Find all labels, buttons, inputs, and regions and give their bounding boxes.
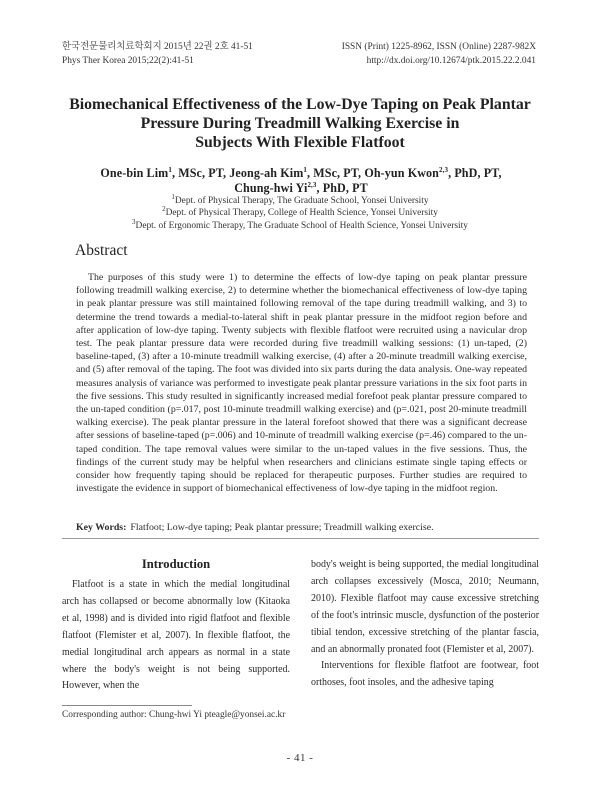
journal-header-right bbox=[276, 40, 536, 68]
title-line-1: Biomechanical Effectiveness of the Low-Dye Taping on Peak Plantar bbox=[69, 96, 531, 113]
issn-line: ISSN (Print) 1225-8962, ISSN (Online) 2287-982X bbox=[341, 42, 536, 52]
author-affiliation-mark: 1 bbox=[303, 165, 307, 174]
paper-title bbox=[40, 95, 560, 152]
author-degrees: , MSc, PT, bbox=[171, 166, 230, 180]
author-name: Jeong-ah Kim bbox=[229, 166, 304, 180]
journal-citation-korean: 한국전문물리치료학회지 2015년 22권 2호 41-51 bbox=[62, 42, 253, 52]
keywords-list: Flatfoot; Low-dye taping; Peak plantar pressure; Treadmill walking exercise. bbox=[130, 522, 434, 533]
affiliation-list bbox=[60, 192, 540, 232]
author-affiliation-mark: 2,3 bbox=[307, 180, 317, 189]
abstract-body: The purposes of this study were 1) to determine the effects of low-dye taping on peak plantar pressure following treadmill walking exercise, 2) to determine whether the biomechanical effectiveness of low-dye taping in peak plantar pressure was still maintained following removal of the tape during treadmill walking, and 3) to determine the trend towards a medial-to-lateral shift in peak plantar pressure in the midfoot region before and after application of low-dye taping. Twenty subjects with flexible flatfoot were recruited using a navicular drop test. The peak plantar pressure data were recorded during five treadmill walking sessions: (1) un-taped, (2) baseline-taped, (3) after a 10-minute treadmill walking exercise, (4) after a 20-minute treadmill walking exercise, and (5) after removal of the taping. The foot was divided into six parts during the data analysis. One-way repeated measures analysis of variance was performed to investigate peak plantar pressure variations in the six foot parts in the five sessions. This study resulted in significantly increased medial forefoot peak plantar pressure compared to the un-taped condition (p=.017, post 10-minute treadmill walking exercise) and (p=.021, post 20-minute treadmill walking exercise). The peak plantar pressure in the lateral forefoot showed that there was a significant decrease after sessions of baseline-taped (p=.006) and 10-minute of treadmill walking exercise (p=.46) compared to the un-taped condition. The tape removal values were similar to the un-taped values in the five sessions. Thus, the findings of the current study may be helpful when researchers and clinicians estimate single taping effects or consider how frequently taping should be replaced for therapeutic purposes. Further studies are required to investigate the evidence in support of biomechanical effectiveness of low-dye taping in the midfoot region. bbox=[76, 272, 527, 495]
author-line-2 bbox=[56, 181, 546, 196]
title-line-2: Pressure During Treadmill Walking Exercise in bbox=[140, 115, 460, 132]
introduction-left-column: Flatfoot is a state in which the medial longitudinal arch has collapsed or become abnormally low (Kitaoka et al, 1998) and is divided into rigid flatfoot and flexible flatfoot (Flemister et al, 2007). In flexible flatfoot, the medial longitudinal arch appears as normal in a state where the body's weight is not being supported. However, when the bbox=[62, 579, 290, 692]
keywords-label: Key Words: bbox=[76, 522, 127, 533]
introduction-paragraph-continued: body's weight is being supported, the medial longitudinal arch collapses excessively (Mosca, 2010; Neumann, 2010). Flexible flatfoot may cause excessive stretching of the foot's intrinsic muscle, dysfunction of the posterior tibial tendon, excessive stretching of the plantar fascia, and an abnormally pronated foot (Flemister et al, 2007). bbox=[311, 559, 539, 655]
author-name: One-bin Lim bbox=[100, 166, 169, 180]
author-degrees: , MSc, PT, bbox=[307, 166, 365, 180]
abstract-heading: Abstract bbox=[75, 242, 128, 259]
author-affiliation-mark: 2,3 bbox=[439, 165, 449, 174]
page-number: - 41 - bbox=[286, 752, 314, 764]
author-degrees: , PhD, PT, bbox=[448, 166, 502, 180]
doi-link[interactable]: http://dx.doi.org/10.12674/ptk.2015.22.2.041 bbox=[366, 56, 536, 66]
section-divider bbox=[62, 538, 539, 539]
footnote-divider bbox=[62, 705, 192, 706]
affiliation-3: $^3$Dept. of Ergonomic Therapy, The Graduate School of Health Science, Yonsei University bbox=[132, 217, 468, 231]
author-name: Oh-yun Kwon bbox=[364, 166, 440, 180]
author-line-1 bbox=[56, 166, 546, 181]
affiliation-1: $^1$Dept. of Physical Therapy, The Graduate School, Yonsei University bbox=[171, 192, 429, 206]
title-line-3: Subjects With Flexible Flatfoot bbox=[195, 134, 405, 151]
author-affiliation-mark: 1 bbox=[168, 165, 172, 174]
author-degrees: , PhD, PT bbox=[316, 180, 368, 195]
author-name: Chung-hwi Yi bbox=[234, 180, 308, 195]
introduction-heading: Introduction bbox=[141, 557, 211, 571]
introduction-paragraph-2: Interventions for flexible flatfoot are footwear, foot orthoses, foot insoles, and the adhesive taping bbox=[311, 660, 539, 689]
journal-citation-english: Phys Ther Korea 2015;22(2):41-51 bbox=[62, 56, 194, 66]
corresponding-author-note: Corresponding author: Chung-hwi Yi pteagle@yonsei.ac.kr bbox=[62, 710, 286, 720]
affiliation-2: $^2$Dept. of Physical Therapy, College of Health Science, Yonsei University bbox=[162, 205, 438, 219]
author-list bbox=[56, 166, 546, 195]
keywords bbox=[76, 521, 546, 534]
introduction-right-column bbox=[311, 557, 539, 692]
